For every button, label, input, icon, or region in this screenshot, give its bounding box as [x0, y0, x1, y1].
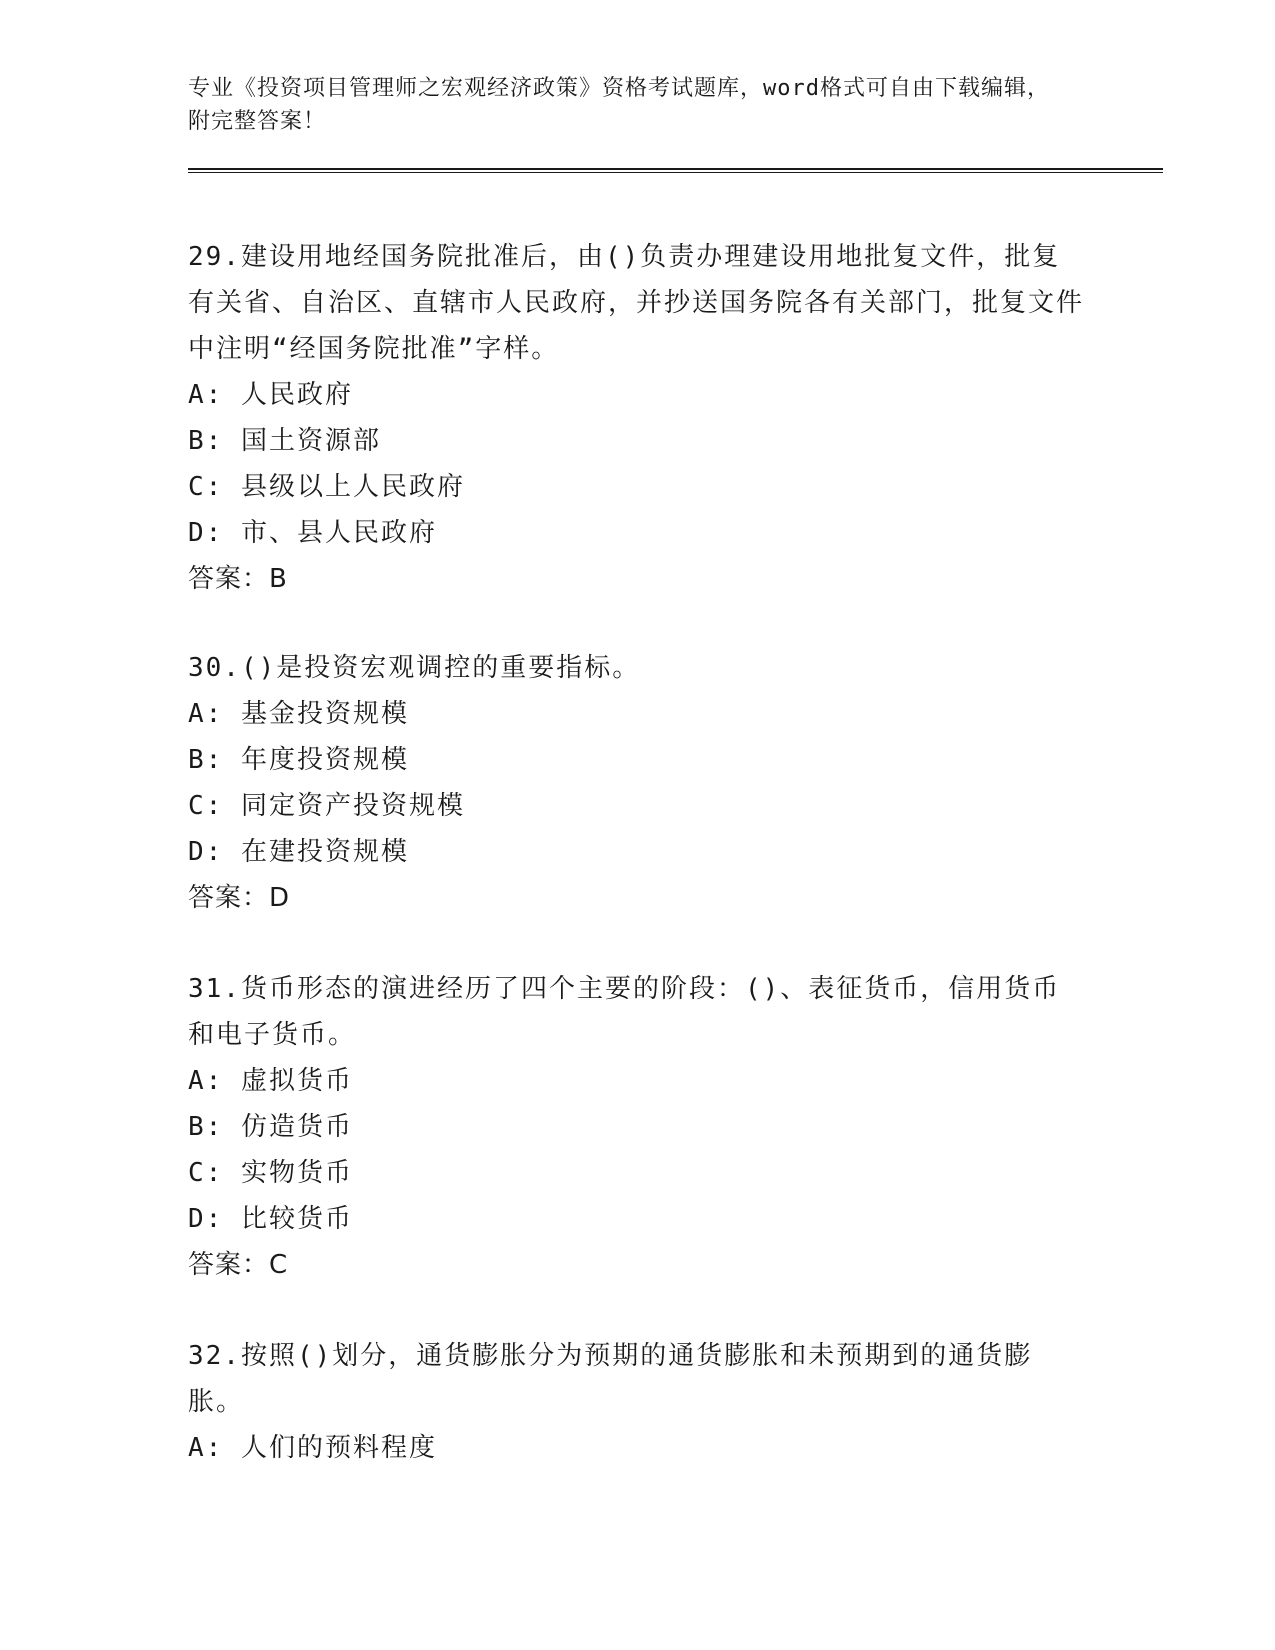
question-29	[188, 234, 1093, 602]
question-stem: 30.()是投资宏观调控的重要指标。	[188, 653, 641, 683]
answer: 答案：B	[188, 564, 288, 594]
option-d: D: 比较货币	[188, 1204, 353, 1234]
option-b: B: 国土资源部	[188, 426, 381, 456]
option-c: C: 实物货币	[188, 1158, 353, 1188]
question-stem: 29.建设用地经国务院批准后，由()负责办理建设用地批复文件，批复有关省、自治区、直辖市人民政府，并抄送国务院各有关部门，批复文件中注明“经国务院批准”字样。	[188, 242, 1085, 364]
option-a: A: 基金投资规模	[188, 699, 409, 729]
document-page	[188, 0, 1093, 173]
option-a: A: 人民政府	[188, 380, 353, 410]
option-a: A: 虚拟货币	[188, 1066, 353, 1096]
question-stem: 32.按照()划分，通货膨胀分为预期的通货膨胀和未预期到的通货膨胀。	[188, 1341, 1033, 1417]
option-b: B: 仿造货币	[188, 1112, 353, 1142]
question-30	[188, 645, 1093, 921]
question-stem: 31.货币形态的演进经历了四个主要的阶段：()、表征货币，信用货币和电子货币。	[188, 974, 1061, 1050]
option-c: C: 县级以上人民政府	[188, 472, 465, 502]
option-b: B: 年度投资规模	[188, 745, 409, 775]
document-header: 专业《投资项目管理师之宏观经济政策》资格考试题库，word格式可自由下载编辑，附完整答案！	[188, 76, 1050, 134]
option-c: C: 同定资产投资规模	[188, 791, 465, 821]
question-31	[188, 966, 1093, 1288]
question-32	[188, 1333, 1093, 1471]
option-a: A: 人们的预料程度	[188, 1433, 437, 1463]
answer: 答案：D	[188, 883, 291, 913]
header-divider	[188, 168, 1163, 173]
option-d: D: 市、县人民政府	[188, 518, 437, 548]
answer: 答案：C	[188, 1250, 289, 1280]
option-d: D: 在建投资规模	[188, 837, 409, 867]
